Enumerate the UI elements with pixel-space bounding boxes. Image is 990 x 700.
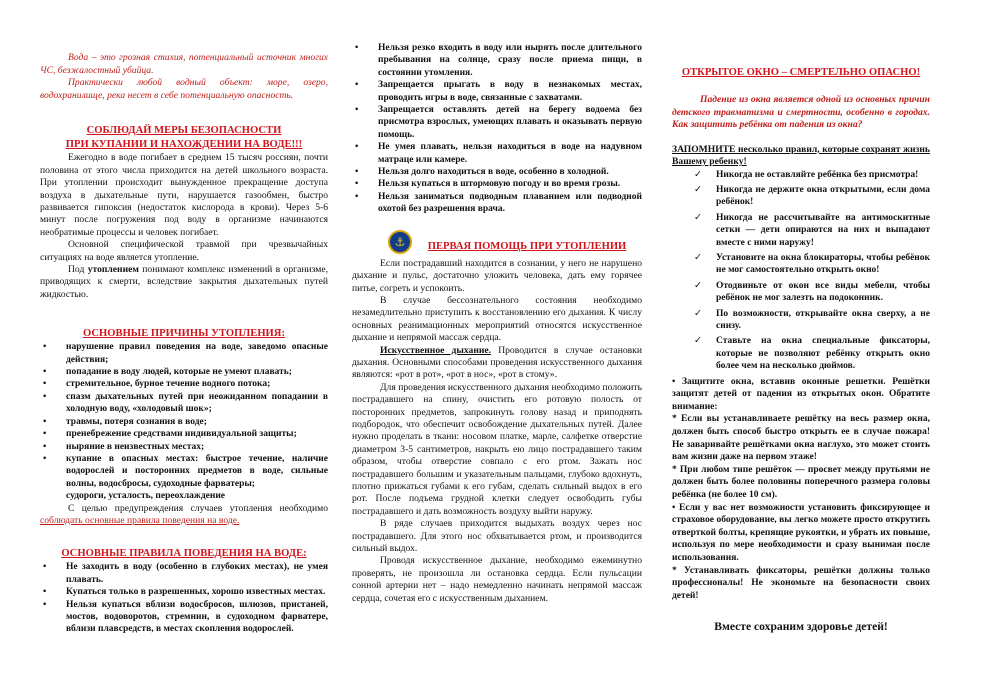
rule-text: Запрещается прыгать в воду в незнакомых местах, проводить игры в воде, связанные с захватами. [378,80,642,103]
paragraph-nose-method: В ряде случаев приходится выдыхать воздух через нос пострадавшего. Для этого нос обхватывается ртом, и производится сильный выдох. [352,518,642,555]
paragraph-unconscious: В случае бессознательного состояния необходимо незамедлительно приступить к восстановлению его дыхания. К числу основных реанимационных мероприятий относятся искусственное дыхание и непрямой массаж сердца. [352,294,642,344]
column-water-safety [40,0,328,700]
checkmark-icon: ✓ [694,280,702,291]
rule-text: Установите на окна блокираторы, чтобы ребёнок не мог самостоятельно открыть окно! [716,253,930,276]
heading-causes: ОСНОВНЫЕ ПРИЧИНЫ УТОПЛЕНИЯ: [83,328,285,340]
rule-text: Запрещается оставлять детей на берегу водоема без присмотра взрослых, умеющих плавать и оказывать первую помощь. [378,105,642,140]
artificial-respiration-term: Искусственное дыхание. [380,344,492,356]
bullet-icon: • [43,416,47,427]
cause-text: пренебрежение средствами индивидуальной защиты; [66,429,297,440]
list-item [352,141,642,166]
causes-list [40,341,328,502]
window-note: • Если у вас нет возможности установить фиксирующее и страховое оборудование, вы легко можете просто открутить отверткой болты, крепящие рукоятки, и убрать их повыше, используя по мере необходимости и сразу вынимая после использования. [672,502,930,563]
list-item [40,378,328,390]
anchor-emblem-icon [388,230,412,254]
heading-safety-line2: ПРИ КУПАНИИ И НАХОЖДЕНИИ НА ВОДЕ!!! [65,139,303,151]
rule-text: Нельзя заниматься подводным плаванием или подводной охотой без разрешения врача. [378,191,642,215]
rule-text: Никогда не рассчитывайте на антимоскитные сетки — дети опираются на них и выпадают вместе с ними наружу! [716,212,930,248]
column-first-aid [352,0,642,700]
intro-window-falls: Падение из окна является одной из основных причин детского травматизма и смертности, особенно в городах. Как защитить ребёнка от падения из окна? [672,94,930,131]
rule-text: Не заходить в воду (особенно в глубоких местах), не умея плавать. [66,562,328,585]
bullet-icon: • [43,429,47,440]
list-item [352,178,642,190]
paragraph-procedure: Для проведения искусственного дыхания необходимо положить пострадавшего на спину, очистить его ротовую полость от посторонних предметов, запрокинуть голову назад и приподнять подбородок, что обеспечит освобождение дыхательных путей. Далее нужно проделать в ткани: носовом платке, марле, салфетке отверстие диаметром 3-5 сантиметров, накрыть ею лицо пострадавшего таким образом, чтобы отверстие совпало с его ртом. Зажать нос пострадавшего большим и указательным пальцами, глубоко вдохнуть, плотно прижаться губами к его губам, сделать сильный выдох в его рот. После подъема грудной клетки следует освободить губы пострадавшего и дать возможность воздуху выйти наружу. [352,381,642,517]
list-item [40,341,328,366]
rule-text: Купаться только в разрешенных, хорошо известных местах. [66,587,326,598]
list-item [352,79,642,104]
bullet-icon: • [43,379,47,390]
window-rules-list [672,169,930,373]
checkmark-icon: ✓ [694,253,702,264]
bullet-icon: • [43,367,47,378]
rule-text: Отодвиньте от окон все виды мебели, чтобы ребёнок не мог залезть на подоконник. [716,280,930,304]
rules-list-continued [352,42,642,216]
heading-rules: ОСНОВНЫЕ ПРАВИЛА ПОВЕДЕНИЯ НА ВОДЕ: [61,548,307,560]
bullet-icon: • [43,391,47,402]
list-item [40,391,328,416]
cause-text: спазм дыхательных путей при неожиданном попадании в холодную воду, «холодовый шок»; [66,391,328,415]
cause-text: купание в опасных местах: быстрое течение, наличие водорослей и посторонних предметов в воде, сильные волны, водосбросы, судоходные фарватеры; [66,453,328,489]
rule-text: Никогда не держите окна открытыми, если дома ребёнок! [716,185,930,208]
rule-text: Нельзя резко входить в воду или нырять после длительного пребывания на солнце, сразу после приема пищи, в состоянии утомления. [378,43,642,78]
rule-text: Нельзя купаться в штормовую погоду и во время грозы. [378,179,621,190]
definition-prefix: Под [68,264,88,276]
artificial-respiration-text: Проводится в случае остановки дыхания. Основными способами проведения искусственного дыхания являются: «рот в рот», «рот в нос», «рот в стому». [352,344,642,381]
window-note: * Если вы устанавливаете решётку на весь размер окна, должен быть способ быстро открыть ее в случае пожара! Не заваривайте решётками окна наглухо, это может стоить вам жизни даже на первом этаже! [672,414,930,463]
list-item [672,308,930,333]
paragraph-artificial-respiration [352,345,642,382]
cause-text: судороги, усталость, переохлаждение [66,491,226,502]
rule-text: Нельзя купаться вблизи водосбросов, шлюзов, пристаней, мостов, водоворотов, стремнин, в судоходном фарватере, вблизи плавсредств, в местах скопления водорослей. [66,599,328,635]
bullet-icon: • [355,80,359,91]
list-item [672,335,930,372]
list-item [352,42,642,79]
list-item [352,166,642,178]
list-item [40,416,328,428]
list-item [672,212,930,249]
rule-text: Ставьте на окна специальные фиксаторы, которые не позволяют ребёнку открыть окно более чем на несколько дюймов. [716,336,930,372]
rule-text: Никогда не оставляйте ребёнка без присмотра! [716,169,919,180]
bullet-icon: • [355,43,359,53]
window-note: * Устанавливать фиксаторы, решётки должны только профессионалы! Не экономьте на безопасности своих детей! [672,565,930,601]
heading-open-window: ОТКРЫТОЕ ОКНО – СМЕРТЕЛЬНО ОПАСНО! [681,67,921,78]
bullet-icon: • [355,179,359,190]
bullet-icon: • [43,587,47,598]
cause-text: нарушение правил поведения на воде, заведомо опасные действия; [66,342,328,365]
checkmark-icon: ✓ [694,185,702,195]
checkmark-icon: ✓ [694,308,702,319]
paragraph-main-trauma: Основной специфической травмой при чрезвычайных ситуациях на воде является утопление. [40,239,328,263]
bullet-icon: • [43,599,47,610]
paragraph-drowning-definition [40,264,328,301]
rule-text: Нельзя долго находиться в воде, особенно в холодной. [378,167,609,178]
cause-text: стремительное, бурное течение водного потока; [66,379,271,390]
bullet-icon: • [355,167,359,178]
list-item [672,184,930,209]
paragraph-cardiac-massage: Проводя искусственное дыхание, необходимо ежеминутно проверять, не произошла ли остановка сердца. Если пульсации сонной артерии нет – надо немедленно начинать непрямой массаж сердца, сочетая его с искусственным дыханием. [352,555,642,604]
cause-text: травмы, потеря сознания в воде; [66,416,207,427]
paragraph-prevention [40,503,328,528]
list-item [40,599,328,636]
rule-text: По возможности, открывайте окна сверху, а не снизу. [716,308,930,332]
list-item [40,561,328,586]
rule-text: Не умея плавать, нельзя находиться в воде на надувном матраце или камере. [378,142,642,165]
checkmark-icon: ✓ [694,336,702,347]
heading-safety-line1: СОБЛЮДАЙ МЕРЫ БЕЗОПАСНОСТИ [86,125,282,137]
bullet-icon: • [43,562,47,573]
list-item [672,169,930,181]
paragraph-conscious: Если пострадавший находится в сознании, у него не нарушено дыхание и пульс, достаточно уложить человека, дать ему горячее питье, согреть и успокоить. [352,257,642,294]
heading-first-aid: ПЕРВАЯ ПОМОЩЬ ПРИ УТОПЛЕНИИ [427,240,627,252]
intro-water-objects: Практически любой водный объект: море, озеро, водохранилище, река несет в себе потенциальную опасность. [40,77,328,101]
bullet-icon: • [43,441,47,452]
cause-text: ныряние в неизвестных местах; [66,441,205,452]
anchor-glyph: ⚓ [394,234,406,249]
column-window-safety [672,0,930,700]
prevention-link[interactable]: соблюдать основные правила поведения на воде. [40,514,240,526]
first-aid-header [352,230,642,258]
list-item [352,104,642,141]
list-item [40,453,328,490]
rules-list [40,561,328,635]
list-item [40,441,328,453]
bullet-icon: • [355,142,359,153]
intro-water-danger: Вода – это грозная стихия, потенциальный источник многих ЧС, безжалостный убийца. [40,52,328,76]
list-item [40,490,328,502]
prevention-text: С целью предупреждения случаев утопления необходимо [68,502,328,514]
cause-text: попадание в воду людей, которые не умеют плавать; [66,367,292,378]
remember-rules: ЗАПОМНИТЕ несколько правил, которые сохранят жизнь Вашему ребенку! [672,143,930,168]
definition-text: понимают комплекс изменений в организме, приводящих к смерти, вследствие закрытия дыхательных путей жидкостью. [40,264,328,300]
paragraph-statistics: Ежегодно в воде погибает в среднем 15 тысяч россиян, почти половина от этого числа приходится на детей школьного возраста. При утоплении происходит вынужденное прекращение доступа воздуха в дыхательные пути, нарушается газообмен, быстро развивается гипоксия (недостаток кислорода в крови). Через 5-6 минут после погружения под воду в организме начинаются необратимые процессы и человек погибает. [40,152,328,238]
bullet-icon: • [43,453,47,464]
checkmark-icon: ✓ [694,169,702,180]
window-note: * При любом типе решёток — просвет между прутьями не должен быть более половины поперечного размера головы ребёнка (не более 10 см). [672,464,930,501]
list-item [352,191,642,216]
bullet-icon: • [355,191,359,202]
list-item [40,366,328,378]
checkmark-icon: ✓ [694,212,702,223]
list-item [672,252,930,277]
closing-slogan: Вместе сохраним здоровье детей! [714,620,888,634]
definition-term: утоплением [87,264,139,276]
list-item [672,280,930,305]
bullet-icon: • [43,342,47,353]
list-item [40,428,328,440]
window-grilles-paragraph: • Защитите окна, вставив оконные решетки. Решётки защитят детей от падения из открытых окон. Обратите внимание: [672,376,930,412]
list-item [40,586,328,598]
bullet-icon: • [355,105,359,116]
